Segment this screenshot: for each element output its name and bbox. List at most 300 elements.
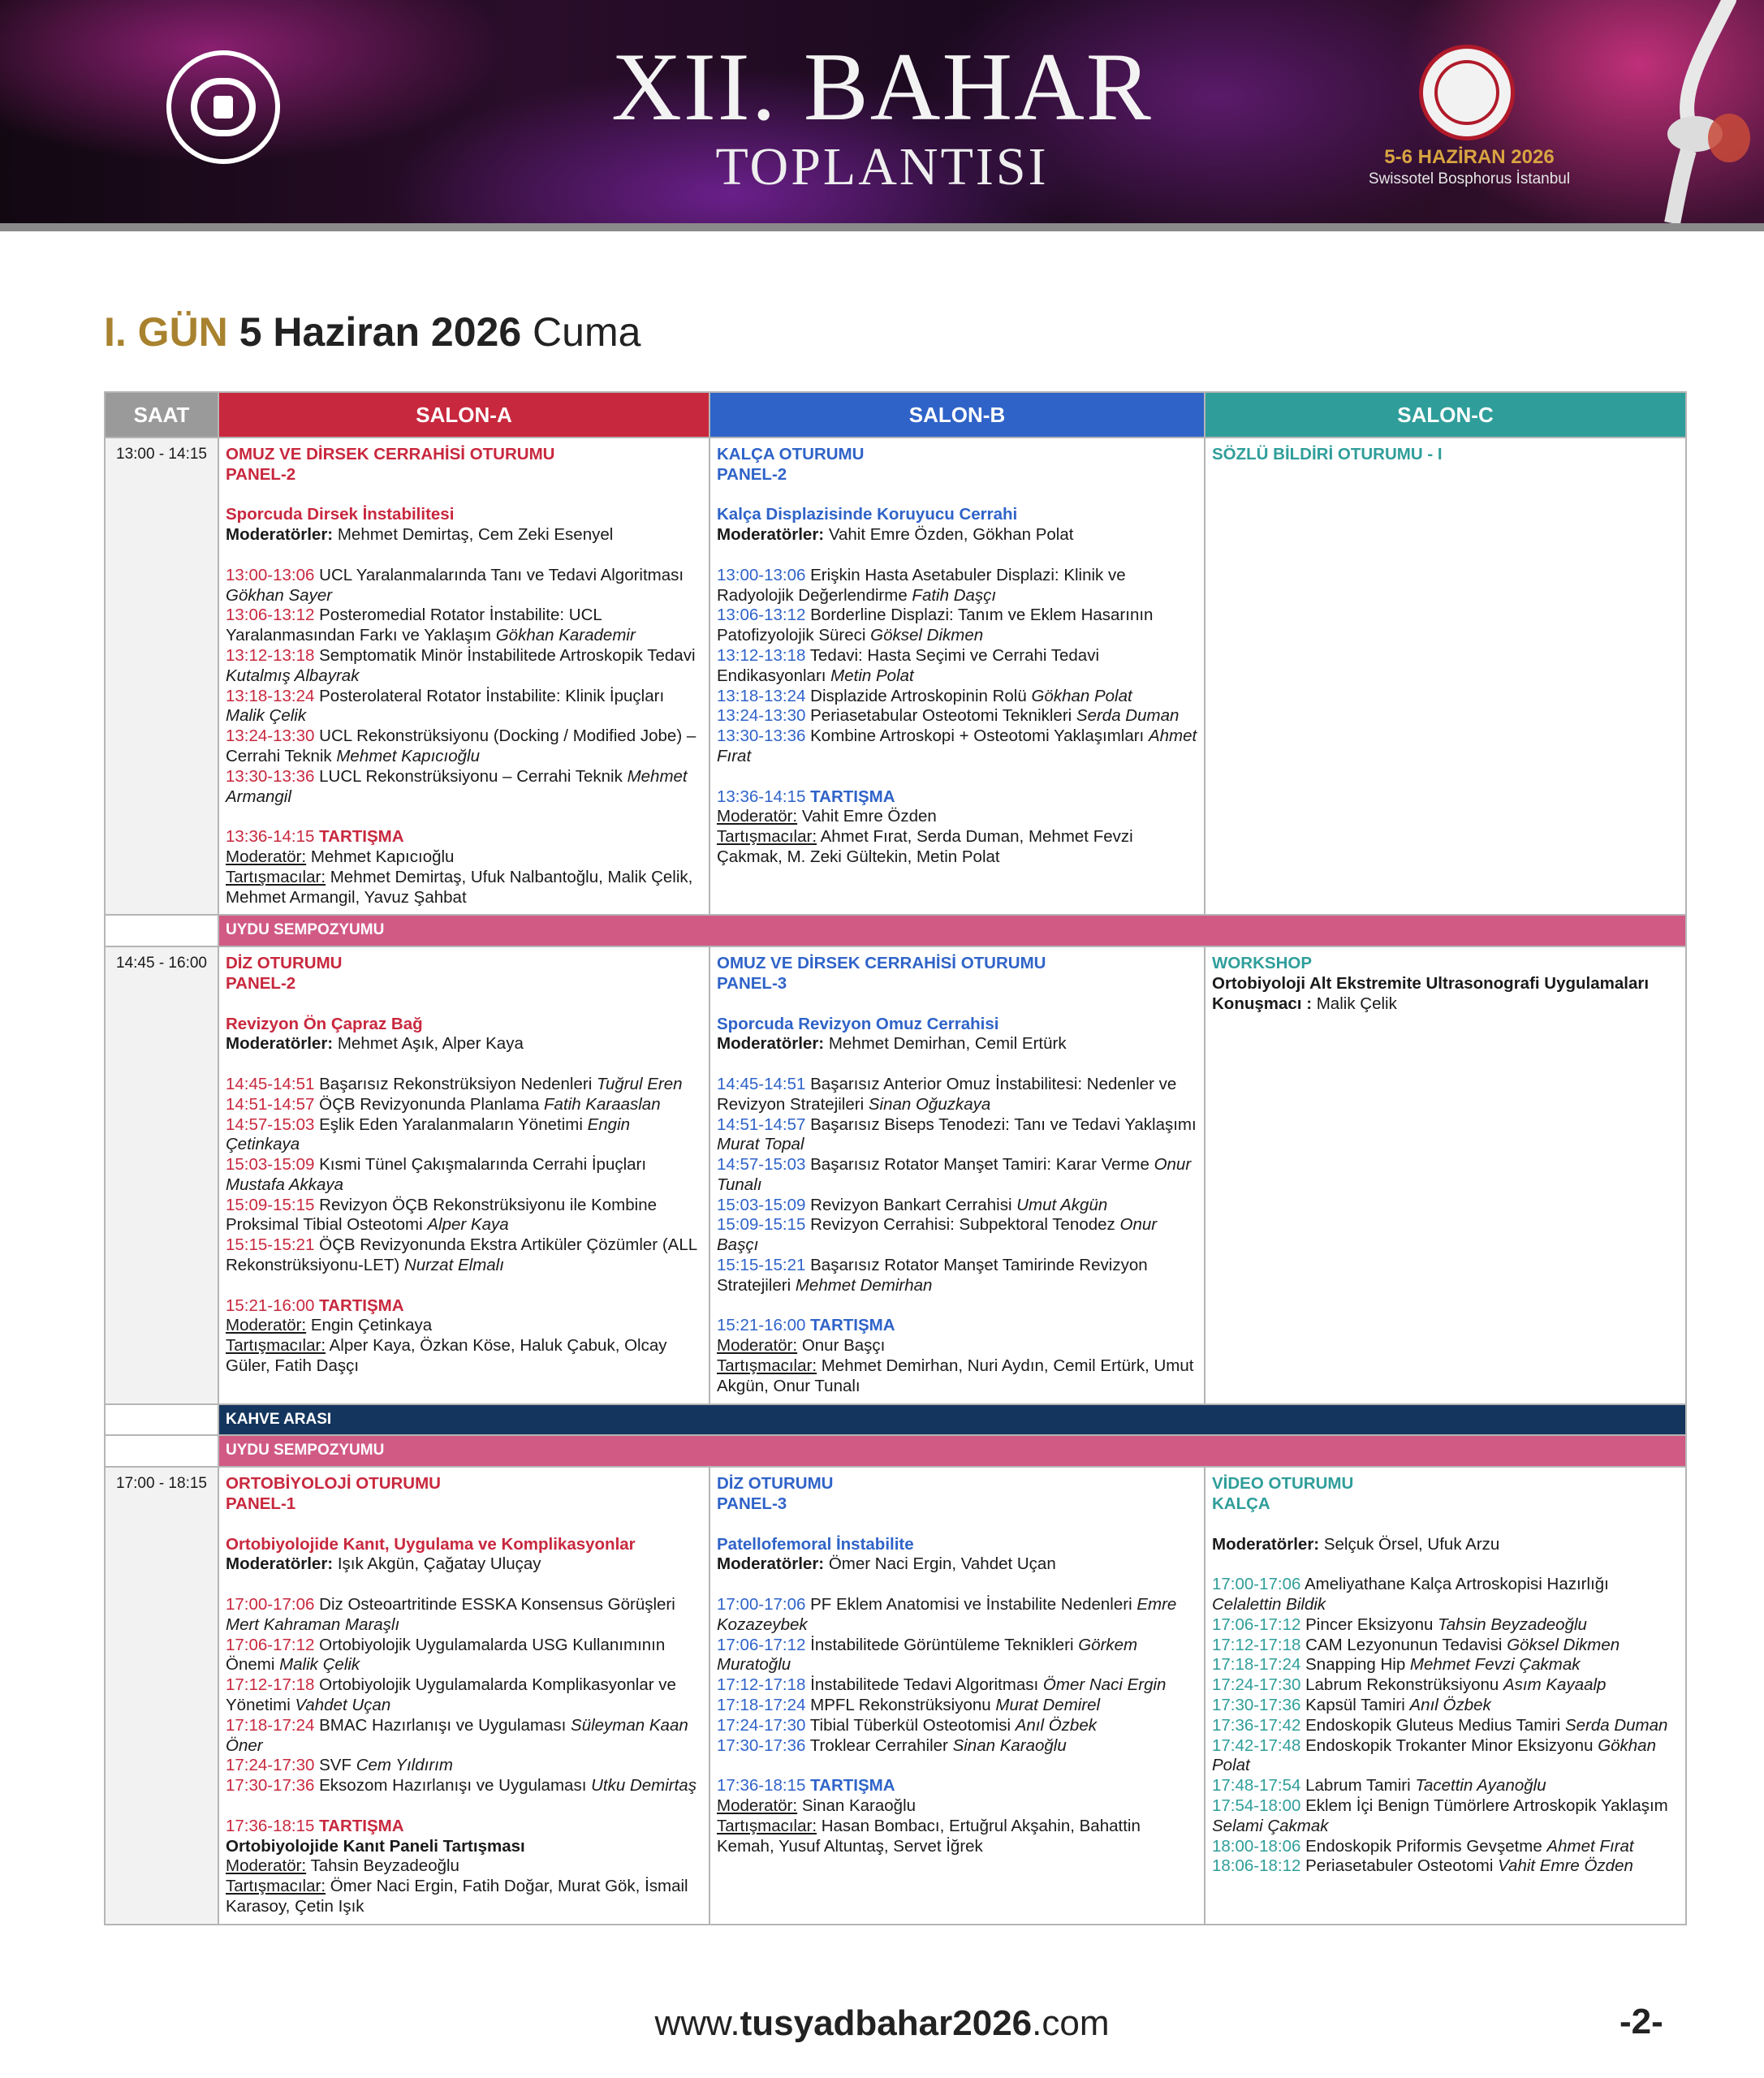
talk-speaker: Gökhan Polat (1031, 686, 1132, 705)
talk-time: 15:03-15:09 (717, 1195, 806, 1214)
line (1212, 1494, 1679, 1515)
talk-title: Başarısız Biseps Tenodezi: Tanı ve Tedavi Yaklaşımı (805, 1114, 1197, 1134)
talk-item (1212, 1776, 1679, 1796)
spacer (717, 1756, 1197, 1776)
break-row (105, 1404, 1686, 1436)
talk-item (717, 1115, 1197, 1156)
talk-time: 17:30-17:36 (1212, 1696, 1301, 1715)
discussants-names: Mehmet Demirhan, Nuri Aydın, Cemil Ertürk, Umut Akgün, Onur Tunalı (717, 1356, 1194, 1395)
break-row (105, 1435, 1686, 1467)
line (1212, 445, 1679, 465)
line (717, 1494, 1197, 1515)
discussants-names: Mehmet Demirtaş, Ufuk Nalbantoğlu, Malik Çelik, Mehmet Armangil, Yavuz Şahbat (226, 867, 693, 907)
discussion-label: TARTIŞMA (805, 787, 895, 806)
talk-item (1212, 1615, 1679, 1636)
talk-item (1212, 1655, 1679, 1675)
talk-speaker: Kutalmış Albayrak (226, 666, 360, 685)
talk-speaker: Selami Çakmak (1212, 1816, 1329, 1835)
talk-item (1212, 1675, 1679, 1696)
talk-time: 13:12-13:18 (717, 645, 806, 665)
talk-time: 17:24-17:30 (226, 1756, 315, 1775)
talk-time: 15:09-15:15 (717, 1215, 806, 1235)
moderators-names: Mehmet Demirhan, Cemil Ertürk (824, 1034, 1067, 1054)
talk-speaker: Celalettin Bildik (1212, 1595, 1326, 1615)
talk-title: Endoskopik Gluteus Medius Tamiri (1300, 1715, 1565, 1735)
line (717, 1554, 1197, 1575)
session-topic: Revizyon Ön Çapraz Bağ (226, 1014, 423, 1033)
time-cell: 17:00 - 18:15 (105, 1467, 218, 1925)
talk-title: PF Eklem Anatomisi ve İnstabilite Nedenleri (805, 1595, 1137, 1615)
talk-item (226, 606, 702, 646)
talk-item (226, 1756, 702, 1776)
talk-title: CAM Lezyonunun Tedavisi (1300, 1635, 1507, 1654)
talk-speaker: Engin Çetinkaya (226, 1114, 631, 1154)
discussants-names: Hasan Bombacı, Ertuğrul Akşahin, Bahattin Kemah, Yusuf Altuntaş, Servet İğrek (717, 1816, 1141, 1856)
session-cell (709, 1467, 1205, 1925)
talk-time: 17:24-17:30 (717, 1715, 806, 1735)
session-panel: PANEL-2 (226, 464, 296, 484)
talk-item (717, 1595, 1197, 1636)
talk-item (717, 646, 1197, 687)
discussants-names: Alper Kaya, Özkan Köse, Haluk Çabuk, Olcay Güler, Fatih Daşçı (226, 1336, 667, 1376)
moderators-label: Moderatörler: (226, 1034, 334, 1054)
talk-speaker: Anıl Özbek (1409, 1696, 1491, 1715)
talk-title: BMAC Hazırlanışı ve Uygulaması (314, 1715, 571, 1735)
moderators-names: Mehmet Demirtaş, Cem Zeki Esenyel (333, 525, 614, 545)
talk-speaker: Umut Akgün (1016, 1195, 1108, 1214)
line (226, 1296, 702, 1317)
talk-speaker: Mehmet Kapıcıoğlu (336, 746, 480, 765)
talk-title: Troklear Cerrahiler (805, 1735, 953, 1755)
talk-time: 13:12-13:18 (226, 645, 315, 665)
talk-item (717, 1215, 1197, 1256)
session-panel: PANEL-3 (717, 973, 787, 993)
talk-title: UCL Yaralanmalarında Tanı ve Tedavi Algoritması (314, 565, 684, 584)
website-url (0, 2003, 1764, 2044)
spacer (226, 807, 702, 827)
spacer (226, 1054, 702, 1075)
page-number: -2- (1620, 2002, 1663, 2041)
talk-title: İnstabilitede Tedavi Algoritması (805, 1675, 1043, 1695)
session-cell (218, 1467, 709, 1925)
talk-time: 17:00-17:06 (226, 1595, 315, 1615)
discussion-moderator-label: Moderatör: (226, 1856, 307, 1876)
talk-title: Endoskopik Trokanter Minor Eksizyonu (1300, 1735, 1598, 1755)
line (717, 1034, 1197, 1054)
talk-time: 17:12-17:18 (1212, 1635, 1301, 1654)
talk-title: Diz Osteoartritinde ESSKA Konsensus Görüşleri (314, 1595, 675, 1615)
talk-time: 17:18-17:24 (226, 1715, 315, 1735)
talk-title: Başarısız Rotator Manşet Tamiri: Karar Verme (805, 1155, 1154, 1175)
talk-title: Posterolateral Rotator İnstabilite: Klinik İpuçları (314, 686, 665, 705)
line (226, 954, 702, 974)
header-divider (0, 223, 1764, 231)
talk-item (717, 1736, 1197, 1757)
session-title: DİZ OTURUMU (226, 954, 343, 973)
moderators-label: Moderatörler: (717, 1034, 825, 1054)
spacer (1212, 1554, 1679, 1575)
talk-title: ÖÇB Revizyonunda Planlama (314, 1094, 545, 1114)
talk-title: Eşlik Eden Yaralanmaların Yönetimi (314, 1114, 588, 1134)
talk-item (226, 687, 702, 727)
talk-time: 13:00-13:06 (226, 565, 315, 584)
line (717, 1474, 1197, 1494)
session-topic: Ortobiyoloji Alt Ekstremite Ultrasonografi Uygulamaları (1212, 973, 1650, 993)
event-title: XII. BAHAR (611, 32, 1153, 140)
break-label: UYDU SEMPOZYUMU (218, 915, 1686, 946)
time-cell: 16:00 - 16:30 (105, 1404, 218, 1436)
session-panel: KALÇA (1212, 1494, 1270, 1514)
talk-item (226, 1776, 702, 1796)
discussion-subtitle: Ortobiyolojide Kanıt Paneli Tartışması (226, 1836, 525, 1856)
talk-item (226, 767, 702, 808)
discussants-names: Ömer Naci Ergin, Fatih Doğar, Murat Gök, İsmail Karasoy, Çetin Işık (226, 1877, 688, 1916)
spacer (226, 1575, 702, 1595)
discussion-moderator: Mehmet Kapıcıoğlu (306, 847, 455, 866)
moderators-label: Moderatörler: (1212, 1534, 1320, 1554)
talk-speaker: Fatih Daşçı (912, 585, 997, 605)
talk-title: SVF (314, 1756, 356, 1775)
talk-speaker: Gökhan Polat (1212, 1735, 1656, 1775)
discussion-moderator-label: Moderatör: (226, 847, 307, 866)
moderators-label: Moderatörler: (717, 1554, 825, 1574)
table-row (105, 1467, 1686, 1925)
line (717, 954, 1197, 974)
talk-item (717, 1716, 1197, 1736)
line (1212, 1535, 1679, 1555)
talk-speaker: Gökhan Sayer (226, 585, 333, 605)
session-topic: Sporcuda Dirsek İnstabilitesi (226, 505, 455, 524)
discussion-label: TARTIŞMA (805, 1316, 895, 1335)
talk-speaker: Mert Kahraman Maraşlı (226, 1615, 400, 1634)
talk-title: Revizyon Cerrahisi: Subpektoral Tenodez (805, 1215, 1120, 1235)
schedule-table (104, 391, 1687, 1925)
time-cell: 14:15 - 14:45 (105, 915, 218, 946)
talk-item (226, 1155, 702, 1196)
line (717, 1776, 1197, 1796)
talk-time: 17:06-17:12 (717, 1635, 806, 1654)
talk-title: Eksozom Hazırlanışı ve Uygulaması (314, 1776, 592, 1796)
talk-speaker: Mustafa Akkaya (226, 1175, 344, 1194)
discussion-moderator-label: Moderatör: (717, 1796, 798, 1815)
talk-time: 14:57-15:03 (717, 1155, 806, 1175)
talk-item (1212, 1736, 1679, 1777)
discussion-label: TARTIŞMA (805, 1776, 895, 1796)
session-cell (1205, 946, 1686, 1404)
line (717, 505, 1197, 525)
talk-item (717, 566, 1197, 606)
talk-speaker: Malik Çelik (226, 706, 307, 726)
discussion-label: TARTIŞMA (314, 1816, 404, 1835)
talk-speaker: Ahmet Fırat (1546, 1836, 1634, 1856)
talk-time: 14:57-15:03 (226, 1114, 315, 1134)
talk-item (226, 1235, 702, 1276)
talk-speaker: Sinan Karaoğlu (952, 1735, 1067, 1755)
talk-speaker: Alper Kaya (427, 1215, 509, 1235)
day-title (104, 308, 640, 356)
session-cell (709, 946, 1205, 1404)
session-topic: Kalça Displazisinde Koruyucu Cerrahi (717, 505, 1018, 524)
talk-title: ÖÇB Revizyonunda Ekstra Artiküler Çözümler (ALL Rekonstrüksiyonu-LET) (226, 1235, 697, 1275)
talk-item (1212, 1716, 1679, 1736)
talk-title: Başarısız Rotator Manşet Tamirinde Revizyon Stratejileri (717, 1256, 1148, 1295)
talk-title: Kısmi Tünel Çakışmalarında Cerrahi İpuçları (314, 1155, 647, 1175)
talk-time: 14:51-14:57 (717, 1114, 806, 1134)
discussants-label: Tartışmacılar: (717, 827, 817, 847)
talk-item (717, 1675, 1197, 1696)
session-topic: Patellofemoral İnstabilite (717, 1534, 914, 1554)
session-cell (218, 438, 709, 915)
talk-speaker: Mehmet Armangil (226, 766, 688, 806)
line (226, 1474, 702, 1494)
talk-speaker: Tuğrul Eren (596, 1074, 683, 1093)
talk-time: 18:00-18:06 (1212, 1836, 1301, 1856)
session-panel: PANEL-3 (717, 1494, 787, 1514)
table-header-row (105, 392, 1686, 438)
session-title: SÖZLÜ BİLDİRİ OTURUMU - I (1212, 445, 1443, 463)
line (226, 1494, 702, 1515)
talk-time: 13:30-13:36 (717, 726, 806, 746)
line (717, 1535, 1197, 1555)
talk-title: Periasetabular Osteotomi Teknikleri (805, 706, 1076, 726)
talk-speaker: Serda Duman (1564, 1715, 1668, 1735)
discussion-moderator-label: Moderatör: (226, 1316, 307, 1335)
line (1212, 1474, 1679, 1494)
moderators-label: Moderatörler: (226, 1554, 334, 1574)
talk-item (1212, 1575, 1679, 1615)
talk-item (717, 726, 1197, 767)
talk-item (226, 1095, 702, 1115)
moderators-label: Moderatörler: (226, 525, 334, 545)
discussion-moderator: Engin Çetinkaya (306, 1316, 433, 1335)
talk-speaker: Mehmet Fevzi Çakmak (1409, 1655, 1581, 1675)
talk-time: 17:00-17:06 (717, 1595, 806, 1615)
discussion-moderator: Vahit Emre Özden (797, 807, 937, 826)
discussion-label: TARTIŞMA (314, 827, 404, 847)
talk-time: 17:24-17:30 (1212, 1675, 1301, 1695)
talk-time: 17:06-17:12 (1212, 1615, 1301, 1634)
talk-item (717, 1256, 1197, 1296)
talk-speaker: Nurzat Elmalı (403, 1256, 504, 1275)
discussion-moderator: Tahsin Beyzadeoğlu (306, 1856, 459, 1876)
line (1212, 994, 1679, 1015)
talk-title: Erişkin Hasta Asetabuler Displazi: Klinik ve Radyolojik Değerlendirme (717, 565, 1126, 605)
talk-speaker: Anıl Özbek (1015, 1715, 1097, 1735)
istanbul-branch-logo (1419, 45, 1515, 140)
talk-time: 17:42-17:48 (1212, 1735, 1301, 1755)
talk-time: 17:12-17:18 (226, 1675, 315, 1695)
talk-title: Revizyon Bankart Cerrahisi (805, 1195, 1017, 1214)
talk-time: 17:36-17:42 (1212, 1715, 1301, 1735)
discussion-moderator: Onur Başçı (797, 1336, 886, 1356)
talk-time: 17:54-18:00 (1212, 1796, 1301, 1815)
discussants-names: Ahmet Fırat, Serda Duman, Mehmet Fevzi Çakmak, M. Zeki Gültekin, Metin Polat (717, 827, 1133, 866)
talk-title: Pincer Eksizyonu (1300, 1615, 1438, 1634)
talk-item (717, 1075, 1197, 1115)
talk-item (717, 1696, 1197, 1716)
talk-speaker: Cem Yıldırım (356, 1756, 453, 1775)
talk-item (226, 566, 702, 606)
line (717, 1796, 1197, 1817)
moderators-names: Selçuk Örsel, Ufuk Arzu (1319, 1534, 1500, 1554)
talk-time: 15:15-15:21 (717, 1256, 806, 1275)
talk-title: İnstabilitede Görüntüleme Teknikleri (805, 1635, 1079, 1654)
day-date: 5 Haziran 2026 (239, 309, 522, 355)
talk-speaker: Metin Polat (830, 666, 914, 685)
spacer (226, 485, 702, 506)
talk-item (717, 687, 1197, 707)
session-topic: Sporcuda Revizyon Omuz Cerrahisi (717, 1014, 999, 1033)
talk-title: Displazide Artroskopinin Rolü (805, 686, 1032, 705)
discussion-moderator-label: Moderatör: (717, 807, 798, 826)
event-venue: Swissotel Bosphorus İstanbul (1368, 170, 1571, 188)
talk-item (717, 1196, 1197, 1216)
session-panel: PANEL-1 (226, 1494, 296, 1514)
talk-title: Kapsül Tamiri (1300, 1696, 1410, 1715)
discussion-label: TARTIŞMA (314, 1296, 404, 1315)
talk-speaker: Utku Demirtaş (591, 1776, 697, 1796)
talk-speaker: Ömer Naci Ergin (1042, 1675, 1167, 1695)
line (717, 1336, 1197, 1356)
talk-item (226, 1716, 702, 1757)
session-cell (1205, 1467, 1686, 1925)
talk-item (717, 606, 1197, 646)
spacer (717, 1575, 1197, 1595)
talk-item (226, 1075, 702, 1095)
talk-item (1212, 1636, 1679, 1656)
talk-title: Başarısız Anterior Omuz İnstabilitesi: Nedenler ve Revizyon Stratejileri (717, 1074, 1177, 1114)
line (226, 1554, 702, 1575)
discussion-time: 17:36-18:15 (717, 1776, 806, 1796)
break-label: KAHVE ARASI (218, 1404, 1686, 1436)
talk-title: Posteromedial Rotator İnstabilite: UCL Yaralanmasından Farkı ve Yaklaşım (226, 606, 602, 645)
line (1212, 954, 1679, 974)
talk-title: Endoskopik Priformis Gevşetme (1300, 1836, 1547, 1856)
discussion-time: 15:21-16:00 (717, 1316, 806, 1335)
discussants-label: Tartışmacılar: (717, 1816, 817, 1835)
spacer (717, 1054, 1197, 1075)
url-prefix: www. (654, 2003, 740, 2043)
talk-time: 17:00-17:06 (1212, 1575, 1301, 1594)
event-subtitle: TOPLANTISI (715, 137, 1049, 196)
discussion-time: 17:36-18:15 (226, 1816, 315, 1835)
talk-item (717, 1155, 1197, 1196)
talk-item (226, 1675, 702, 1716)
column-header-salon-b: SALON-B (709, 392, 1205, 438)
day-weekday: Cuma (533, 309, 641, 355)
talk-item (1212, 1696, 1679, 1716)
line (1212, 974, 1679, 994)
spacer (226, 1796, 702, 1817)
url-domain: tusyadbahar2026 (740, 2003, 1033, 2043)
talk-title: Labrum Tamiri (1300, 1776, 1416, 1796)
talk-item (226, 1196, 702, 1236)
discussants-label: Tartışmacılar: (717, 1356, 817, 1376)
talk-time: 18:06-18:12 (1212, 1856, 1301, 1876)
session-title: ORTOBİYOLOJİ OTURUMU (226, 1474, 441, 1494)
session-panel: PANEL-2 (226, 973, 296, 993)
day-label: I. GÜN (104, 309, 228, 355)
speaker-name: Malik Çelik (1312, 994, 1397, 1013)
talk-speaker: Mehmet Demirhan (795, 1275, 933, 1295)
session-title: DİZ OTURUMU (717, 1474, 834, 1494)
line (226, 1817, 702, 1837)
talk-title: Tibial Tüberkül Osteotomisi (805, 1715, 1016, 1735)
talk-item (717, 1636, 1197, 1676)
knee-joint-illustration (1632, 0, 1764, 223)
line (226, 1336, 702, 1377)
line (717, 827, 1197, 868)
talk-speaker: Serda Duman (1076, 706, 1180, 726)
talk-title: UCL Rekonstrüksiyonu (Docking / Modified Jobe) – Cerrahi Teknik (226, 726, 697, 765)
talk-title: Snapping Hip (1300, 1655, 1410, 1675)
url-suffix: .com (1032, 2003, 1110, 2043)
line (226, 868, 702, 908)
talk-speaker: Görkem Muratoğlu (717, 1635, 1138, 1675)
talk-speaker: Gökhan Karademir (495, 626, 636, 645)
line (717, 465, 1197, 485)
talk-speaker: Emre Kozazeybek (717, 1595, 1177, 1634)
moderators-names: Işık Akgün, Çağatay Uluçay (333, 1554, 541, 1574)
line (717, 1356, 1197, 1397)
speaker-label: Konuşmacı : (1212, 994, 1313, 1013)
time-cell: 16:30 - 17:00 (105, 1435, 218, 1467)
talk-item (226, 1636, 702, 1676)
talk-title: Eklem İçi Benign Tümörlere Artroskopik Yaklaşım (1300, 1796, 1668, 1815)
line (226, 1034, 702, 1054)
session-cell (1205, 438, 1686, 915)
spacer (226, 1276, 702, 1296)
header-banner (0, 0, 1764, 223)
talk-speaker: Malik Çelik (279, 1655, 360, 1675)
talk-time: 14:45-14:51 (717, 1074, 806, 1093)
line (226, 1877, 702, 1917)
spacer (226, 994, 702, 1015)
talk-speaker: Onur Tunalı (717, 1155, 1192, 1194)
line (226, 1856, 702, 1877)
talk-speaker: Fatih Karaaslan (544, 1094, 661, 1114)
table-row (105, 438, 1686, 915)
talk-time: 13:06-13:12 (717, 606, 806, 625)
session-cell (218, 946, 709, 1404)
talk-time: 15:09-15:15 (226, 1195, 315, 1214)
spacer (717, 994, 1197, 1015)
talk-time: 17:12-17:18 (717, 1675, 806, 1695)
talk-item (1212, 1837, 1679, 1857)
line (717, 787, 1197, 808)
talk-time: 17:18-17:24 (717, 1696, 806, 1715)
spacer (717, 545, 1197, 566)
line (226, 1316, 702, 1336)
talk-time: 13:06-13:12 (226, 606, 315, 625)
talk-time: 17:48-17:54 (1212, 1776, 1301, 1796)
discussion-time: 13:36-14:15 (226, 827, 315, 847)
session-panel: PANEL-2 (717, 464, 787, 484)
talk-title: LUCL Rekonstrüksiyonu – Cerrahi Teknik (314, 766, 628, 786)
line (226, 525, 702, 545)
line (226, 974, 702, 994)
discussants-label: Tartışmacılar: (226, 1336, 326, 1356)
talk-title: Labrum Rekonstrüksiyonu (1300, 1675, 1503, 1695)
discussion-time: 13:36-14:15 (717, 787, 806, 806)
talk-time: 17:30-17:36 (717, 1735, 806, 1755)
talk-item (226, 646, 702, 687)
talk-title: Ortobiyolojik Uygulamalarda Komplikasyonlar ve Yönetimi (226, 1675, 676, 1715)
time-cell: 14:45 - 16:00 (105, 946, 218, 1404)
talk-title: MPFL Rekonstrüksiyonu (805, 1696, 996, 1715)
line (226, 445, 702, 465)
talk-title: Ortobiyolojik Uygulamalarda USG Kullanımının Önemi (226, 1635, 666, 1675)
